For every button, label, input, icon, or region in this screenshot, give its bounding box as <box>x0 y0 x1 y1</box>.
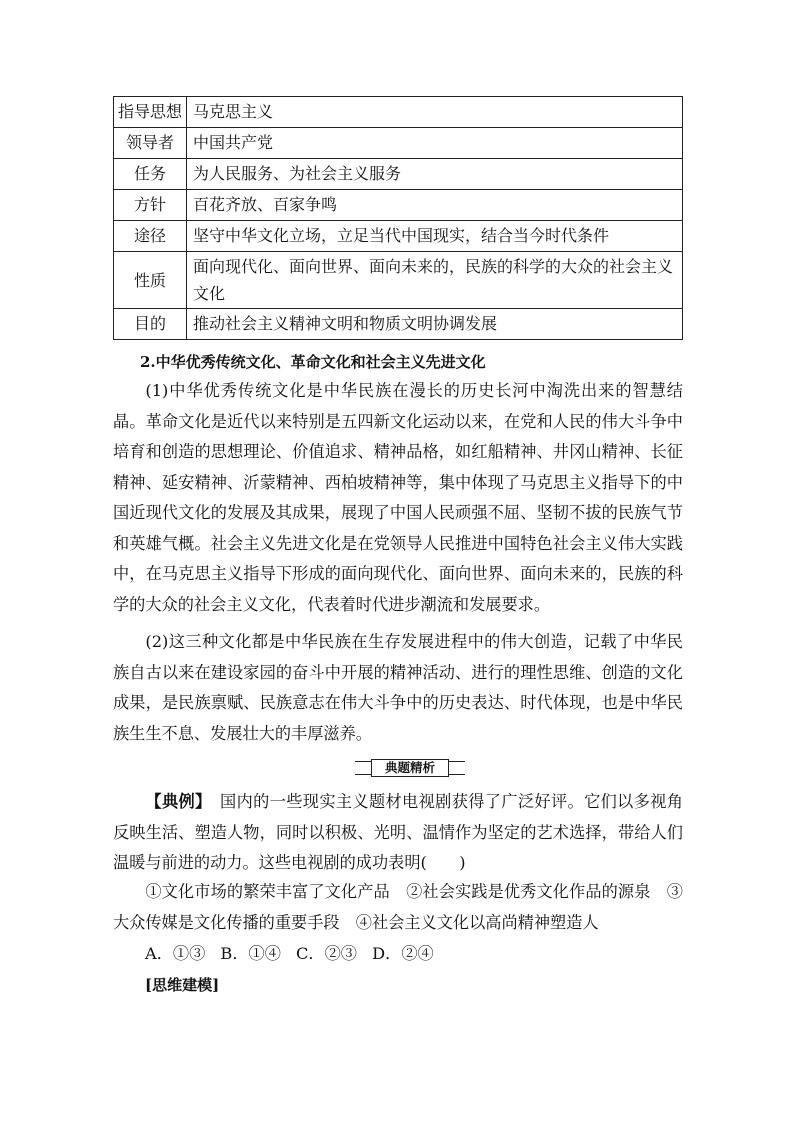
thinking-model-label: [思维建模] <box>145 976 220 994</box>
row-label: 方针 <box>114 190 187 221</box>
row-value: 推动社会主义精神文明和物质文明协调发展 <box>187 309 683 340</box>
paragraph-1: (1)中华优秀传统文化是中华民族在漫长的历史长河中淘洗出来的智慧结晶。革命文化是近代以来特别是五四新文化运动以来，在党和人民的伟大斗争中培育和创造的思想理论、价值追求、精神品格，如红船精神、井冈山精神、长征精神、延安精神、沂蒙精神、西柏坡精神等，集中体现了马克思主义指导下的中国近现代文化的发展及其成果，展现了中国人民顽强不屈、坚韧不拔的民族气节和英雄气概。社会主义先进文化是在党领导人民推进中国特色社会主义伟大实践中，在马克思主义指导下形成的面向现代化、面向世界、面向未来的，民族的科学的大众的社会主义文化，代表着时代进步潮流和发展要求。 <box>113 381 683 614</box>
row-label: 性质 <box>114 252 187 309</box>
example-statements: ①文化市场的繁荣丰富了文化产品 ②社会实践是优秀文化作品的源泉 ③大众传媒是文化传播的重要手段 ④社会主义文化以高尚精神塑造人 <box>113 882 683 932</box>
table-row <box>114 159 683 190</box>
table-row <box>114 190 683 221</box>
row-value: 百花齐放、百家争鸣 <box>187 190 683 221</box>
row-value: 马克思主义 <box>187 97 683 128</box>
row-label: 目的 <box>114 309 187 340</box>
row-value: 面向现代化、面向世界、面向未来的，民族的科学的大众的社会主义文化 <box>187 252 683 309</box>
answer-choices <box>145 939 444 969</box>
table-row <box>114 221 683 252</box>
example-tag: 【典例】 <box>145 792 204 811</box>
choice-d: D．②④ <box>372 944 434 963</box>
example-question <box>113 787 683 879</box>
table-row <box>114 97 683 128</box>
banner-label: 典题精析 <box>371 759 449 777</box>
table-row <box>114 128 683 159</box>
row-value: 坚守中华文化立场，立足当代中国现实，结合当今时代条件 <box>187 221 683 252</box>
row-label: 指导思想 <box>114 97 187 128</box>
example-text: 国内的一些现实主义题材电视剧获得了广泛好评。它们以多视角反映生活、塑造人物，同时以积极、光明、温情作为坚定的艺术选择，带给人们温暖与前进的动力。这些电视剧的成功表明( ) <box>113 792 683 872</box>
info-table <box>113 96 683 340</box>
table-row <box>114 252 683 309</box>
choice-a: A．①③ <box>145 944 206 963</box>
section-title: 2.中华优秀传统文化、革命文化和社会主义先进文化 <box>140 353 486 371</box>
table-row <box>114 309 683 340</box>
row-value: 中国共产党 <box>187 128 683 159</box>
choice-c: C．②③ <box>296 944 357 963</box>
choice-b: B．①④ <box>220 944 281 963</box>
row-label: 途径 <box>114 221 187 252</box>
section-banner <box>355 761 465 775</box>
paragraph-2: (2)这三种文化都是中华民族在生存发展进程中的伟大创造，记载了中华民族自古以来在建设家园的奋斗中开展的精神活动、进行的理性思维、创造的文化成果，是民族禀赋、民族意志在伟大斗争中的历史表达、时代体现，也是中华民族生生不息、发展壮大的丰厚滋养。 <box>113 632 683 743</box>
row-value: 为人民服务、为社会主义服务 <box>187 159 683 190</box>
row-label: 领导者 <box>114 128 187 159</box>
row-label: 任务 <box>114 159 187 190</box>
